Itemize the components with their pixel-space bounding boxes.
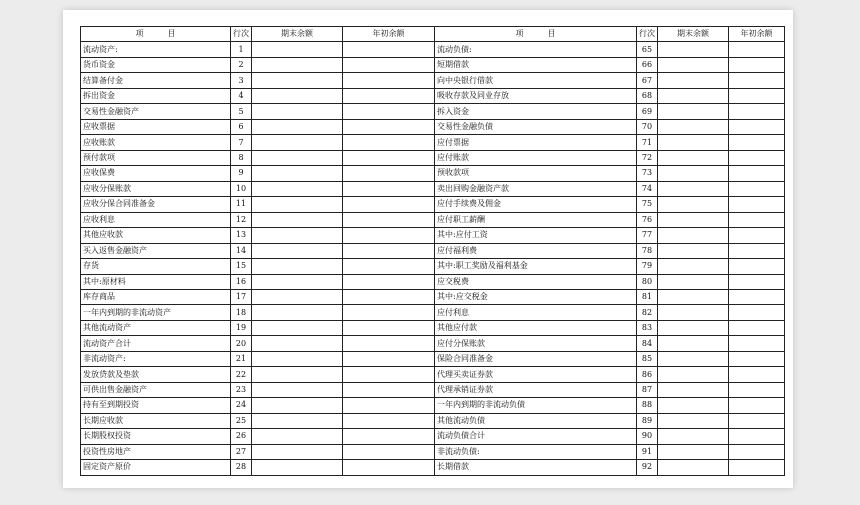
table-row (81, 398, 785, 413)
left-item-label: 流动资产合计 (81, 336, 231, 351)
left-line-number: 25 (231, 413, 252, 428)
left-item-label: 长期股权投资 (81, 429, 231, 444)
right-line-number: 68 (637, 88, 658, 103)
right-line-number: 79 (637, 259, 658, 274)
right-begin-balance-cell (729, 289, 785, 304)
left-begin-balance-cell (343, 382, 435, 397)
right-end-balance-cell (658, 274, 729, 289)
left-item-label: 持有至到期投资 (81, 398, 231, 413)
table-row (81, 351, 785, 366)
table-row (81, 104, 785, 119)
right-item-label: 其中:应付工资 (435, 228, 637, 243)
left-item-label: 预付款项 (81, 150, 231, 165)
table-row (81, 444, 785, 459)
table-row (81, 166, 785, 181)
table-row (81, 212, 785, 227)
right-end-balance-cell (658, 228, 729, 243)
left-begin-balance-cell (343, 289, 435, 304)
right-item-label: 向中央银行借款 (435, 73, 637, 88)
right-begin-balance-cell (729, 228, 785, 243)
left-line-number: 1 (231, 42, 252, 57)
table-row (81, 367, 785, 382)
right-begin-balance-cell (729, 336, 785, 351)
left-begin-balance-cell (343, 429, 435, 444)
left-begin-balance-cell (343, 228, 435, 243)
table-row (81, 336, 785, 351)
left-line-number: 12 (231, 212, 252, 227)
header-begin-balance-right: 年初余额 (729, 27, 785, 42)
left-item-label: 其他应收款 (81, 228, 231, 243)
left-item-label: 存货 (81, 259, 231, 274)
right-item-label: 应付职工薪酬 (435, 212, 637, 227)
left-begin-balance-cell (343, 73, 435, 88)
left-begin-balance-cell (343, 259, 435, 274)
left-begin-balance-cell (343, 336, 435, 351)
left-line-number: 11 (231, 197, 252, 212)
right-end-balance-cell (658, 289, 729, 304)
right-end-balance-cell (658, 336, 729, 351)
left-line-number: 4 (231, 88, 252, 103)
right-item-label: 其中:职工奖励及福利基金 (435, 259, 637, 274)
right-end-balance-cell (658, 460, 729, 475)
table-row (81, 243, 785, 258)
left-begin-balance-cell (343, 212, 435, 227)
right-end-balance-cell (658, 444, 729, 459)
right-line-number: 75 (637, 197, 658, 212)
left-line-number: 19 (231, 320, 252, 335)
left-line-number: 20 (231, 336, 252, 351)
right-line-number: 84 (637, 336, 658, 351)
left-item-label: 交易性金融资产 (81, 104, 231, 119)
left-item-label: 买入返售金融资产 (81, 243, 231, 258)
table-row (81, 73, 785, 88)
left-end-balance-cell (252, 413, 343, 428)
left-end-balance-cell (252, 289, 343, 304)
right-item-label: 应付账款 (435, 150, 637, 165)
left-line-number: 14 (231, 243, 252, 258)
right-begin-balance-cell (729, 135, 785, 150)
right-line-number: 73 (637, 166, 658, 181)
right-line-number: 85 (637, 351, 658, 366)
table-row (81, 88, 785, 103)
right-end-balance-cell (658, 181, 729, 196)
right-end-balance-cell (658, 119, 729, 134)
right-item-label: 应交税费 (435, 274, 637, 289)
right-begin-balance-cell (729, 212, 785, 227)
right-end-balance-cell (658, 150, 729, 165)
table-row (81, 320, 785, 335)
right-line-number: 88 (637, 398, 658, 413)
right-begin-balance-cell (729, 150, 785, 165)
right-item-label: 拆入资金 (435, 104, 637, 119)
left-line-number: 6 (231, 119, 252, 134)
right-begin-balance-cell (729, 259, 785, 274)
left-item-label: 其他流动资产 (81, 320, 231, 335)
table-row (81, 259, 785, 274)
left-end-balance-cell (252, 228, 343, 243)
right-item-label: 应付福利费 (435, 243, 637, 258)
left-item-label: 长期应收款 (81, 413, 231, 428)
left-end-balance-cell (252, 104, 343, 119)
right-begin-balance-cell (729, 197, 785, 212)
left-begin-balance-cell (343, 243, 435, 258)
right-begin-balance-cell (729, 382, 785, 397)
right-end-balance-cell (658, 135, 729, 150)
left-begin-balance-cell (343, 150, 435, 165)
left-begin-balance-cell (343, 320, 435, 335)
left-line-number: 23 (231, 382, 252, 397)
table-row (81, 135, 785, 150)
left-begin-balance-cell (343, 351, 435, 366)
left-item-label: 应收利息 (81, 212, 231, 227)
right-item-label: 交易性金融负债 (435, 119, 637, 134)
left-end-balance-cell (252, 460, 343, 475)
left-line-number: 16 (231, 274, 252, 289)
left-begin-balance-cell (343, 88, 435, 103)
table-row (81, 57, 785, 72)
right-end-balance-cell (658, 197, 729, 212)
right-line-number: 81 (637, 289, 658, 304)
right-end-balance-cell (658, 104, 729, 119)
right-line-number: 78 (637, 243, 658, 258)
left-item-label: 结算备付金 (81, 73, 231, 88)
left-end-balance-cell (252, 150, 343, 165)
left-item-label: 库存商品 (81, 289, 231, 304)
left-begin-balance-cell (343, 444, 435, 459)
right-end-balance-cell (658, 382, 729, 397)
left-end-balance-cell (252, 57, 343, 72)
left-item-label: 应收分保账款 (81, 181, 231, 196)
right-begin-balance-cell (729, 444, 785, 459)
left-end-balance-cell (252, 42, 343, 57)
left-item-label: 一年内到期的非流动资产 (81, 305, 231, 320)
left-begin-balance-cell (343, 104, 435, 119)
right-end-balance-cell (658, 243, 729, 258)
left-line-number: 13 (231, 228, 252, 243)
right-begin-balance-cell (729, 398, 785, 413)
left-end-balance-cell (252, 398, 343, 413)
right-end-balance-cell (658, 320, 729, 335)
right-line-number: 76 (637, 212, 658, 227)
right-begin-balance-cell (729, 351, 785, 366)
right-begin-balance-cell (729, 88, 785, 103)
left-end-balance-cell (252, 243, 343, 258)
right-item-label: 应付票据 (435, 135, 637, 150)
table-row (81, 42, 785, 57)
left-end-balance-cell (252, 305, 343, 320)
right-item-label: 短期借款 (435, 57, 637, 72)
right-item-label: 保险合同准备金 (435, 351, 637, 366)
table-row (81, 119, 785, 134)
left-line-number: 2 (231, 57, 252, 72)
left-item-label: 应收保费 (81, 166, 231, 181)
left-line-number: 5 (231, 104, 252, 119)
table-row (81, 228, 785, 243)
right-line-number: 89 (637, 413, 658, 428)
table-row (81, 181, 785, 196)
right-line-number: 65 (637, 42, 658, 57)
left-item-label: 非流动资产: (81, 351, 231, 366)
right-begin-balance-cell (729, 181, 785, 196)
right-item-label: 应付利息 (435, 305, 637, 320)
header-line-left: 行次 (231, 27, 252, 42)
right-item-label: 卖出回购金融资产款 (435, 181, 637, 196)
right-end-balance-cell (658, 166, 729, 181)
right-line-number: 70 (637, 119, 658, 134)
right-line-number: 66 (637, 57, 658, 72)
left-item-label: 货币资金 (81, 57, 231, 72)
right-begin-balance-cell (729, 429, 785, 444)
left-begin-balance-cell (343, 305, 435, 320)
left-begin-balance-cell (343, 398, 435, 413)
right-begin-balance-cell (729, 73, 785, 88)
right-begin-balance-cell (729, 367, 785, 382)
left-begin-balance-cell (343, 460, 435, 475)
right-item-label: 其他应付款 (435, 320, 637, 335)
table-row (81, 289, 785, 304)
right-item-label: 长期借款 (435, 460, 637, 475)
right-line-number: 83 (637, 320, 658, 335)
table-row (81, 460, 785, 475)
left-item-label: 应收账款 (81, 135, 231, 150)
right-item-label: 其他流动负债 (435, 413, 637, 428)
left-item-label: 应收分保合同准备金 (81, 197, 231, 212)
right-begin-balance-cell (729, 413, 785, 428)
right-item-label: 一年内到期的非流动负债 (435, 398, 637, 413)
left-item-label: 其中:原材料 (81, 274, 231, 289)
left-item-label: 应收票据 (81, 119, 231, 134)
right-end-balance-cell (658, 413, 729, 428)
left-begin-balance-cell (343, 166, 435, 181)
right-end-balance-cell (658, 429, 729, 444)
right-item-label: 应付分保账款 (435, 336, 637, 351)
right-item-label: 吸收存款及同业存放 (435, 88, 637, 103)
balance-sheet-table (80, 26, 785, 476)
left-line-number: 7 (231, 135, 252, 150)
left-line-number: 26 (231, 429, 252, 444)
right-line-number: 91 (637, 444, 658, 459)
left-line-number: 17 (231, 289, 252, 304)
left-end-balance-cell (252, 197, 343, 212)
header-end-balance-right: 期末余额 (658, 27, 729, 42)
left-end-balance-cell (252, 181, 343, 196)
left-end-balance-cell (252, 367, 343, 382)
header-end-balance-left: 期末余额 (252, 27, 343, 42)
right-end-balance-cell (658, 259, 729, 274)
right-line-number: 67 (637, 73, 658, 88)
right-begin-balance-cell (729, 320, 785, 335)
right-line-number: 92 (637, 460, 658, 475)
right-end-balance-cell (658, 398, 729, 413)
right-line-number: 72 (637, 150, 658, 165)
table-row (81, 429, 785, 444)
left-item-label: 发放贷款及垫款 (81, 367, 231, 382)
left-begin-balance-cell (343, 57, 435, 72)
left-end-balance-cell (252, 444, 343, 459)
left-begin-balance-cell (343, 42, 435, 57)
right-line-number: 87 (637, 382, 658, 397)
left-line-number: 10 (231, 181, 252, 196)
right-begin-balance-cell (729, 119, 785, 134)
left-line-number: 18 (231, 305, 252, 320)
right-end-balance-cell (658, 351, 729, 366)
left-item-label: 流动资产: (81, 42, 231, 57)
header-row (81, 27, 785, 42)
right-line-number: 74 (637, 181, 658, 196)
left-begin-balance-cell (343, 119, 435, 134)
right-end-balance-cell (658, 212, 729, 227)
left-end-balance-cell (252, 274, 343, 289)
left-begin-balance-cell (343, 413, 435, 428)
document-page (63, 10, 793, 488)
right-end-balance-cell (658, 305, 729, 320)
right-line-number: 80 (637, 274, 658, 289)
left-line-number: 28 (231, 460, 252, 475)
right-begin-balance-cell (729, 243, 785, 258)
right-item-label: 流动负债: (435, 42, 637, 57)
left-line-number: 15 (231, 259, 252, 274)
right-line-number: 90 (637, 429, 658, 444)
left-end-balance-cell (252, 351, 343, 366)
left-line-number: 27 (231, 444, 252, 459)
left-end-balance-cell (252, 135, 343, 150)
header-item-right: 项 目 (435, 27, 637, 42)
left-item-label: 可供出售金融资产 (81, 382, 231, 397)
left-begin-balance-cell (343, 367, 435, 382)
left-item-label: 拆出资金 (81, 88, 231, 103)
left-line-number: 22 (231, 367, 252, 382)
left-begin-balance-cell (343, 135, 435, 150)
right-item-label: 其中:应交税金 (435, 289, 637, 304)
right-line-number: 82 (637, 305, 658, 320)
left-line-number: 3 (231, 73, 252, 88)
right-item-label: 代理买卖证券款 (435, 367, 637, 382)
left-line-number: 8 (231, 150, 252, 165)
left-end-balance-cell (252, 166, 343, 181)
left-line-number: 9 (231, 166, 252, 181)
right-begin-balance-cell (729, 305, 785, 320)
table-row (81, 413, 785, 428)
right-begin-balance-cell (729, 274, 785, 289)
header-line-right: 行次 (637, 27, 658, 42)
header-item-left: 项 目 (81, 27, 231, 42)
left-end-balance-cell (252, 429, 343, 444)
right-begin-balance-cell (729, 166, 785, 181)
left-end-balance-cell (252, 88, 343, 103)
right-end-balance-cell (658, 57, 729, 72)
header-begin-balance-left: 年初余额 (343, 27, 435, 42)
left-line-number: 24 (231, 398, 252, 413)
right-item-label: 预收款项 (435, 166, 637, 181)
left-begin-balance-cell (343, 274, 435, 289)
table-row (81, 197, 785, 212)
left-item-label: 固定资产原价 (81, 460, 231, 475)
right-end-balance-cell (658, 367, 729, 382)
right-begin-balance-cell (729, 57, 785, 72)
right-item-label: 非流动负债: (435, 444, 637, 459)
table-row (81, 150, 785, 165)
right-line-number: 71 (637, 135, 658, 150)
left-end-balance-cell (252, 320, 343, 335)
right-end-balance-cell (658, 88, 729, 103)
left-end-balance-cell (252, 382, 343, 397)
right-end-balance-cell (658, 73, 729, 88)
right-item-label: 代理承销证券款 (435, 382, 637, 397)
right-begin-balance-cell (729, 104, 785, 119)
right-begin-balance-cell (729, 42, 785, 57)
left-begin-balance-cell (343, 181, 435, 196)
right-item-label: 应付手续费及佣金 (435, 197, 637, 212)
right-begin-balance-cell (729, 460, 785, 475)
table-row (81, 274, 785, 289)
right-line-number: 86 (637, 367, 658, 382)
left-begin-balance-cell (343, 197, 435, 212)
right-end-balance-cell (658, 42, 729, 57)
left-item-label: 投资性房地产 (81, 444, 231, 459)
left-end-balance-cell (252, 212, 343, 227)
table-row (81, 305, 785, 320)
table-body (81, 42, 785, 475)
right-line-number: 77 (637, 228, 658, 243)
right-line-number: 69 (637, 104, 658, 119)
table-row (81, 382, 785, 397)
left-end-balance-cell (252, 119, 343, 134)
left-line-number: 21 (231, 351, 252, 366)
right-item-label: 流动负债合计 (435, 429, 637, 444)
left-end-balance-cell (252, 73, 343, 88)
left-end-balance-cell (252, 259, 343, 274)
left-end-balance-cell (252, 336, 343, 351)
